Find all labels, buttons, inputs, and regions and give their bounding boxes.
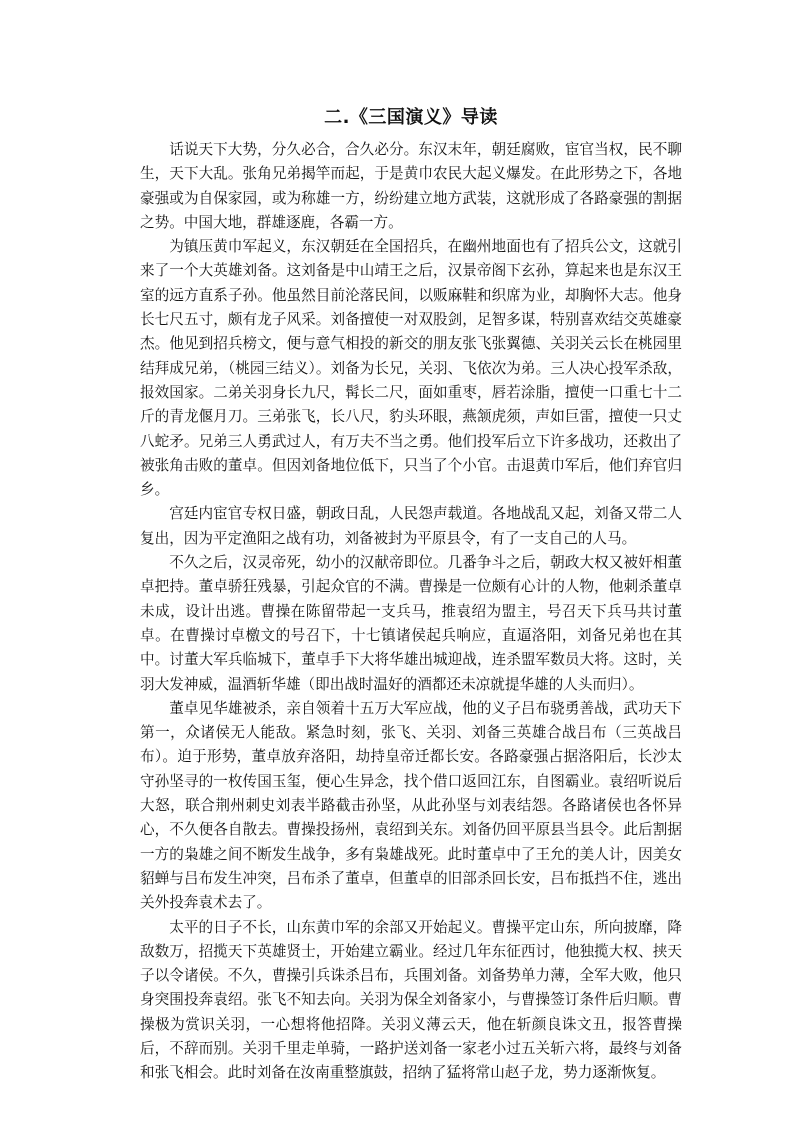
paragraph-6: 太平的日子不长，山东黄巾军的余部又开始起义。曹操平定山东，所向披靡，降敌数万，招揽天下英雄贤士，开始建立霸业。经过几年东征西讨，他独揽大权、挟天子以令诸侯。不久，曹操引兵诛杀吕布，兵围刘备。刘备势单力薄，全军大败，他只身突围投奔袁绍。张飞不知去向。关羽为保全刘备家小，与曹操签订条件后归顺。曹操极为赏识关羽，一心想将他招降。关羽义薄云天，他在斩颜良诛文丑，报答曹操后，不辞而别。关羽千里走单骑，一路护送刘备一家老小过五关斩六将，最终与刘备和张飞相会。此时刘备在汝南重整旗鼓，招纳了猛将常山赵子龙，势力逐渐恢复。 <box>140 918 682 1082</box>
document-title: 二.《三国演义》导读 <box>324 107 498 128</box>
document-page <box>140 100 682 1086</box>
paragraph-3: 宫廷内宦官专权日盛，朝政日乱，人民怨声载道。各地战乱又起，刘备又带二人复出，因为平定渔阳之战有功，刘备被封为平原县令，有了一支自己的人马。 <box>140 505 682 547</box>
paragraph-2: 为镇压黄巾军起义，东汉朝廷在全国招兵，在幽州地面也有了招兵公文，这就引来了一个大英雄刘备。这刘备是中山靖王之后，汉景帝阁下玄孙，算起来也是东汉王室的远方直系子孙。他虽然目前沦落民间，以贩麻鞋和织席为业，却胸怀大志。他身长七尺五寸，颇有龙子风采。刘备擅使一对双股剑，足智多谋，特别喜欢结交英雄豪杰。他见到招兵榜文，便与意气相投的新交的朋友张飞张翼德、关羽关云长在桃园里结拜成兄弟，（桃园三结义）。刘备为长兄，关羽、飞依次为弟。三人决心投军杀敌，报效国家。二弟关羽身长九尺，髯长二尺，面如重枣，唇若涂脂，擅使一口重七十二斤的青龙偃月刀。三弟张飞，长八尺，豹头环眼，燕颔虎须，声如巨雷，擅使一只丈八蛇矛。兄弟三人勇武过人，有万夫不当之勇。他们投军后立下许多战功，还救出了被张角击败的董卓。但因刘备地位低下，只当了个小官。击退黄巾军后，他们弃官归乡。 <box>140 238 682 499</box>
paragraph-5: 董卓见华雄被杀，亲自领着十五万大军应战，他的义子吕布骁勇善战，武功天下第一，众诸侯无人能敌。紧急时刻，张飞、关羽、刘备三英雄合战吕布（三英战吕布）。迫于形势，董卓放弃洛阳，劫持皇帝迁都长安。各路豪强占据洛阳后，长沙太守孙坚寻的一枚传国玉玺，便心生异念，找个借口返回江东，自图霸业。袁绍听说后大怒，联合荆州刺史刘表半路截击孙坚，从此孙坚与刘表结怨。各路诸侯也各怀异心，不久便各自散去。曹操投扬州，袁绍到关东。刘备仍回平原县当县令。此后割据一方的枭雄之间不断发生战争，多有枭雄战死。此时董卓中了王允的美人计，因美女貂蝉与吕布发生冲突，吕布杀了董卓，但董卓的旧部杀回长安，吕布抵挡不住，逃出关外投奔袁术去了。 <box>140 699 682 912</box>
paragraph-4: 不久之后，汉灵帝死，幼小的汉献帝即位。几番争斗之后，朝政大权又被奸相董卓把持。董卓骄狂残暴，引起众官的不满。曹操是一位颇有心计的人物，他刺杀董卓未成，设计出逃。曹操在陈留带起一支兵马，推袁绍为盟主，号召天下兵马共讨董卓。在曹操讨卓檄文的号召下，十七镇诸侯起兵响应，直逼洛阳，刘备兄弟也在其中。讨董大军兵临城下，董卓手下大将华雄出城迎战，连杀盟军数员大将。这时，关羽大发神威，温酒斩华雄（即出战时温好的酒都还未凉就提华雄的人头而归）。 <box>140 554 682 693</box>
paragraph-1: 话说天下大势，分久必合，合久必分。东汉末年，朝廷腐败，宦官当权，民不聊生，天下大乱。张角兄弟揭竿而起，于是黄巾农民大起义爆发。在此形势之下，各地豪强或为自保家园，或为称雄一方，纷纷建立地方武装，这就形成了各路豪强的割据之势。中国大地，群雄逐鹿，各霸一方。 <box>140 141 682 231</box>
